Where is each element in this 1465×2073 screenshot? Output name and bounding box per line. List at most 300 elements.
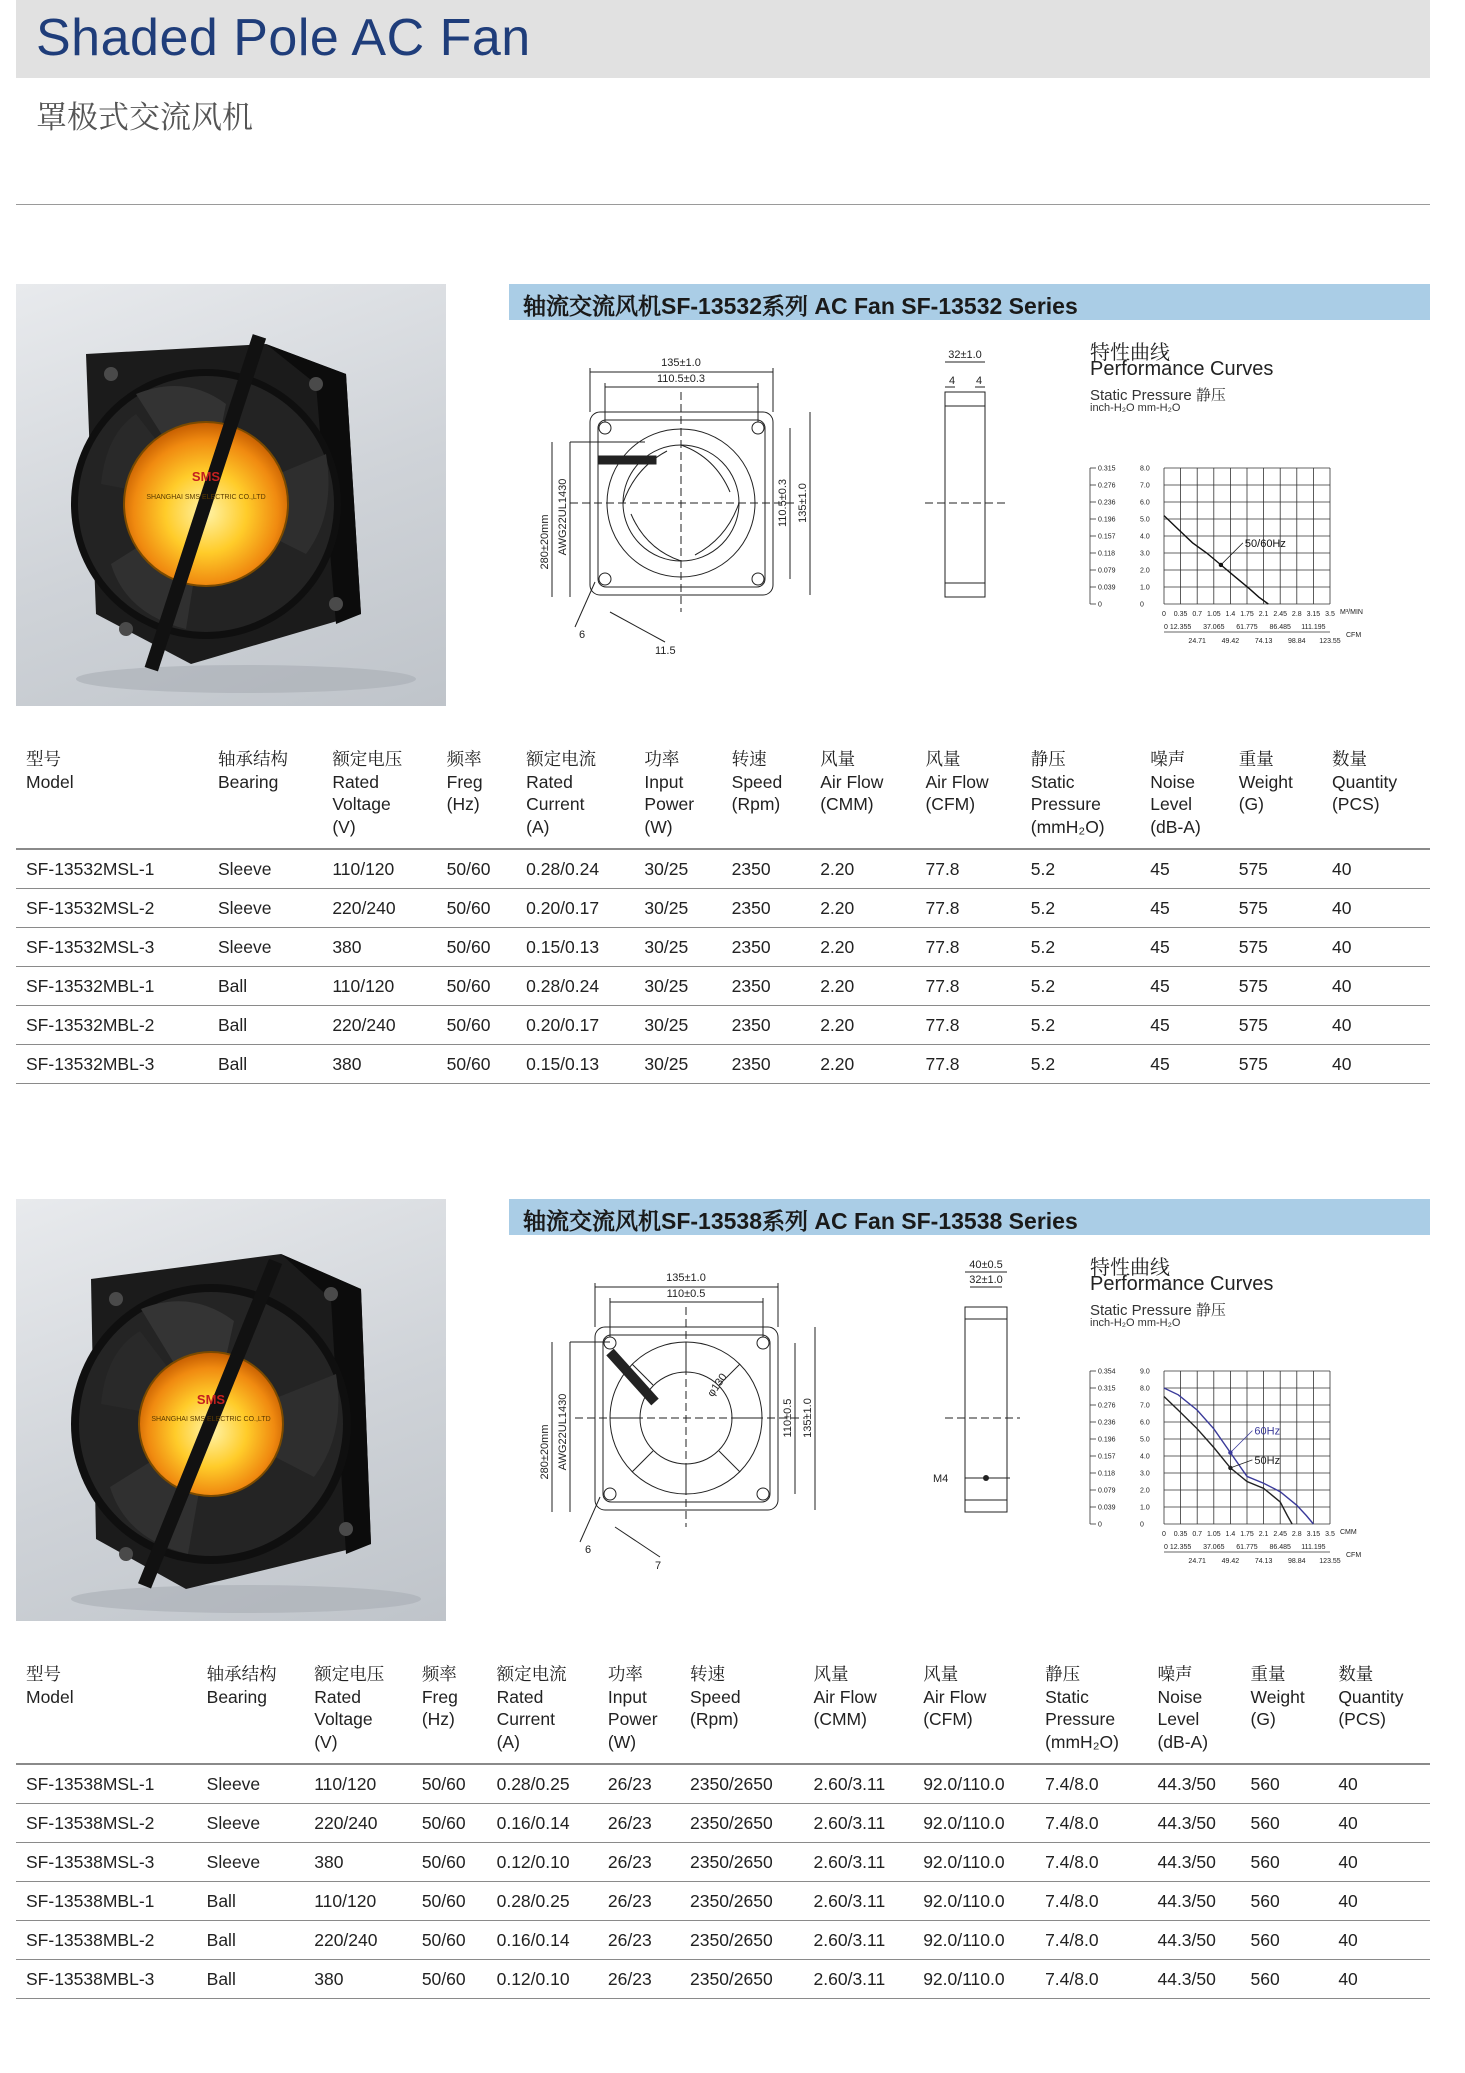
table-header-row	[16, 1651, 1430, 1764]
table-cell: 40	[1328, 1764, 1430, 1804]
column-header	[1229, 736, 1322, 849]
table-cell: SF-13532MBL-2	[16, 1006, 208, 1045]
table-cell: 2350/2650	[680, 1764, 804, 1804]
y-tick-label-mm: 5.0	[1140, 516, 1150, 524]
header-label-cn: 数量	[1338, 1664, 1374, 1684]
table-cell: 2350	[722, 928, 811, 967]
column-header	[680, 1651, 804, 1764]
header-label-en: (Rpm)	[731, 794, 781, 814]
table-cell: 0.20/0.17	[516, 889, 634, 928]
header-divider	[16, 204, 1430, 205]
table-cell: 7.4/8.0	[1035, 1921, 1147, 1960]
performance-chart	[1084, 1359, 1424, 1621]
x-unit-cfm: CFM	[1346, 632, 1362, 639]
header-label-en: Speed	[690, 1686, 741, 1707]
table-cell: 45	[1140, 889, 1228, 928]
table-cell: 575	[1229, 1045, 1322, 1084]
header-label-en: Freg	[446, 771, 483, 792]
x-unit-cfm: CFM	[1346, 1552, 1362, 1559]
table-cell: 50/60	[412, 1960, 487, 1999]
dim-hole: 6	[585, 1544, 592, 1556]
table-cell: 7.4/8.0	[1035, 1804, 1147, 1843]
table-cell: 380	[304, 1843, 412, 1882]
table-cell: 77.8	[915, 889, 1020, 928]
table-cell: 2.20	[810, 849, 915, 889]
x-tick-label-cfm: 37.065	[1203, 1544, 1225, 1551]
table-cell: SF-13538MBL-3	[16, 1960, 197, 1999]
header-label-cn: 风量	[923, 1664, 959, 1684]
header-label-en: Rated	[526, 771, 573, 792]
header-label-cn: 轴承结构	[206, 1664, 277, 1684]
table-cell: 45	[1140, 1045, 1228, 1084]
table-cell: 92.0/110.0	[913, 1960, 1035, 1999]
header-label-cn: 型号	[26, 1664, 61, 1684]
table-cell: 50/60	[437, 928, 516, 967]
header-label-en: Voltage	[314, 1709, 373, 1729]
table-row	[16, 889, 1430, 928]
table-cell: 2.60/3.11	[804, 1921, 914, 1960]
curve-title-cn: 特性曲线	[1090, 342, 1170, 364]
table-cell: 2350	[722, 1006, 811, 1045]
table-cell: 26/23	[598, 1960, 680, 1999]
dim-depth: 32±1.0	[948, 349, 982, 361]
table-cell: 30/25	[634, 1045, 721, 1084]
y-tick-label-inch: 0.079	[1098, 1487, 1116, 1495]
x-unit-cmm: CMM	[1340, 1529, 1357, 1536]
header-label-en: (CMM)	[813, 1709, 867, 1729]
series-marker	[1228, 1466, 1232, 1470]
table-cell: 44.3/50	[1147, 1960, 1240, 1999]
header-label-en: (A)	[526, 816, 550, 837]
table-cell: 220/240	[322, 1006, 436, 1045]
y-tick-label-mm: 7.0	[1140, 482, 1150, 490]
table-cell: 575	[1229, 1006, 1322, 1045]
x-tick-label-cfm: 49.42	[1221, 638, 1240, 645]
y-tick-label-mm: 3.0	[1140, 550, 1150, 558]
curve-pressure-units: inch-H₂O mm-H₂O	[1090, 1317, 1181, 1329]
y-tick-label-mm: 4.0	[1140, 1453, 1150, 1461]
table-cell: 77.8	[915, 849, 1020, 889]
table-cell: Ball	[197, 1960, 305, 1999]
y-tick-label-inch: 0.315	[1098, 1385, 1116, 1393]
table-cell: Sleeve	[208, 889, 322, 928]
table-cell: 110/120	[322, 849, 436, 889]
header-label-cn: 额定电压	[332, 749, 403, 769]
header-label-en: Pressure	[1030, 794, 1101, 814]
table-cell: 50/60	[412, 1921, 487, 1960]
curve-static-pressure: Static Pressure 静压	[1090, 387, 1226, 404]
table-cell: SF-13532MBL-3	[16, 1045, 208, 1084]
photo-brand-text: SMS	[191, 469, 221, 484]
dim-width-outer: 135±1.0	[666, 1272, 706, 1284]
table-cell: 50/60	[412, 1882, 487, 1921]
header-label-en: (Rpm)	[690, 1709, 739, 1729]
x-tick-label-cmm: 0	[1162, 611, 1166, 618]
table-cell: Sleeve	[208, 928, 322, 967]
x-tick-label-cfm: 98.84	[1288, 638, 1306, 645]
header-label-cn: 风量	[820, 749, 856, 769]
table-cell: 45	[1140, 967, 1228, 1006]
table-cell: 2.20	[810, 967, 915, 1006]
y-tick-label-mm: 6.0	[1140, 1419, 1150, 1427]
table-cell: 2350/2650	[680, 1960, 804, 1999]
dim-screw: M4	[933, 1473, 949, 1485]
header-label-en: Level	[1157, 1709, 1200, 1729]
header-label-cn: 轴承结构	[217, 749, 288, 769]
x-tick-label-cfm: 86.485	[1269, 624, 1291, 631]
x-tick-label-cmm: 3.15	[1306, 611, 1321, 618]
table-header-row	[16, 736, 1430, 849]
table-cell: 2350/2650	[680, 1921, 804, 1960]
dim-width-inner: 110±0.5	[666, 1288, 706, 1300]
table-row	[16, 1843, 1430, 1882]
table-cell: 2.60/3.11	[804, 1882, 914, 1921]
dim-depth: 32±1.0	[969, 1274, 1003, 1286]
table-cell: 77.8	[915, 928, 1020, 967]
table-row	[16, 1764, 1430, 1804]
x-tick-label-cfm: 61.775	[1236, 1544, 1258, 1551]
y-tick-label-inch: 0.039	[1098, 1504, 1116, 1512]
table-cell: 40	[1328, 1843, 1430, 1882]
table-cell: 77.8	[915, 967, 1020, 1006]
product-photo	[16, 1199, 446, 1621]
y-tick-label-inch: 0.315	[1098, 465, 1116, 473]
header-label-en: (Hz)	[421, 1709, 455, 1729]
table-cell: SF-13538MSL-3	[16, 1843, 197, 1882]
table-cell: SF-13538MSL-1	[16, 1764, 197, 1804]
table-cell: 5.2	[1021, 1045, 1140, 1084]
series-label-leader	[1230, 1431, 1252, 1453]
y-tick-label-inch: 0.039	[1098, 584, 1116, 592]
table-cell: 5.2	[1021, 889, 1140, 928]
table-cell: 40	[1322, 849, 1430, 889]
table-row	[16, 1960, 1430, 1999]
table-cell: 110/120	[304, 1882, 412, 1921]
header-label-en: Power	[644, 794, 695, 814]
header-label-en: Rated	[314, 1686, 361, 1707]
table-cell: 40	[1328, 1804, 1430, 1843]
page-subtitle: 罩极式交流风机	[36, 100, 253, 135]
column-header	[634, 736, 721, 849]
table-cell: 92.0/110.0	[913, 1804, 1035, 1843]
header-label-en: Freg	[421, 1686, 458, 1707]
x-tick-label-cmm: 1.05	[1206, 1531, 1221, 1538]
dim-height-inner: 110.5±0.3	[777, 478, 789, 528]
table-cell: 92.0/110.0	[913, 1764, 1035, 1804]
header-label-en: Air Flow	[923, 1686, 987, 1707]
table-cell: 44.3/50	[1147, 1804, 1240, 1843]
x-tick-label-cmm: 2.45	[1273, 1531, 1288, 1538]
x-tick-label-cmm: 3.5	[1325, 1531, 1335, 1538]
curve-pressure-units: inch-H₂O mm-H₂O	[1090, 402, 1181, 414]
table-cell: 0.28/0.24	[516, 849, 634, 889]
table-cell: Sleeve	[197, 1764, 305, 1804]
table-cell: 575	[1229, 967, 1322, 1006]
performance-chart	[1084, 456, 1424, 706]
table-row	[16, 1882, 1430, 1921]
table-cell: 44.3/50	[1147, 1764, 1240, 1804]
header-label-en: (G)	[1250, 1709, 1276, 1729]
y-tick-label-inch: 0.236	[1098, 1419, 1116, 1427]
header-label-en: Voltage	[332, 794, 391, 814]
column-header	[487, 1651, 598, 1764]
x-tick-label-cmm: 2.1	[1258, 1531, 1269, 1538]
table-cell: 44.3/50	[1147, 1843, 1240, 1882]
table-cell: Ball	[197, 1921, 305, 1960]
y-tick-label-mm: 6.0	[1140, 499, 1150, 507]
table-cell: 44.3/50	[1147, 1882, 1240, 1921]
header-label-en: (W)	[644, 816, 673, 837]
table-cell: 2.60/3.11	[804, 1960, 914, 1999]
table-cell: 50/60	[437, 849, 516, 889]
y-tick-label-inch: 0.118	[1098, 1470, 1115, 1478]
spec-table	[16, 736, 1430, 1084]
header-label-en: (CFM)	[925, 794, 976, 814]
header-label-cn: 功率	[607, 1664, 643, 1684]
table-cell: Ball	[208, 967, 322, 1006]
header-label-cn: 噪声	[1150, 749, 1186, 769]
y-tick-label-mm: 0	[1140, 1521, 1144, 1529]
table-cell: 0.16/0.14	[487, 1804, 598, 1843]
header-label-en: Rated	[332, 771, 380, 792]
table-cell: 0.28/0.25	[487, 1764, 598, 1804]
table-cell: 2.20	[810, 1045, 915, 1084]
table-cell: 560	[1241, 1804, 1329, 1843]
header-label-en: Input	[644, 771, 684, 792]
table-cell: SF-13532MBL-1	[16, 967, 208, 1006]
table-cell: 40	[1322, 928, 1430, 967]
header-label-cn: 额定电流	[496, 1664, 567, 1684]
table-row	[16, 1804, 1430, 1843]
series-label: 50/60Hz	[1244, 537, 1286, 550]
header-label-en: (dB-A)	[1150, 816, 1201, 837]
y-tick-label-mm: 4.0	[1140, 533, 1150, 541]
column-header	[1147, 1651, 1240, 1764]
header-label-en: Quantity	[1338, 1686, 1404, 1707]
series-label-leader	[1230, 1460, 1252, 1468]
table-cell: 7.4/8.0	[1035, 1960, 1147, 1999]
header-label-en: Rated	[496, 1686, 544, 1707]
table-cell: Sleeve	[197, 1843, 305, 1882]
series-title-band	[509, 284, 1430, 320]
y-tick-label-mm: 5.0	[1140, 1436, 1150, 1444]
table-cell: 0.28/0.25	[487, 1882, 598, 1921]
table-cell: 50/60	[437, 1045, 516, 1084]
y-tick-label-inch: 0.079	[1098, 567, 1116, 575]
header-label-en: Static	[1045, 1686, 1089, 1707]
dim-wire-spec: AWG22UL1430	[557, 478, 569, 556]
table-cell: 560	[1241, 1764, 1329, 1804]
table-cell: 575	[1229, 889, 1322, 928]
x-tick-label-cfm: 49.42	[1221, 1558, 1240, 1565]
table-cell: 220/240	[304, 1804, 412, 1843]
y-tick-label-mm: 3.0	[1140, 1470, 1150, 1478]
x-tick-label-cmm: 1.4	[1225, 611, 1236, 618]
column-header	[412, 1651, 487, 1764]
y-tick-label-inch: 0.276	[1098, 1402, 1116, 1410]
header-label-en: Pressure	[1045, 1709, 1116, 1729]
column-header	[304, 1651, 412, 1764]
header-label-en: Current	[496, 1709, 555, 1729]
product-photo	[16, 284, 446, 706]
header-label-en: Air Flow	[813, 1686, 877, 1707]
photo-maker-text: SHANGHAI SMS ELECTRIC CO.,LTD	[151, 1416, 271, 1423]
y-tick-label-inch: 0.236	[1098, 499, 1116, 507]
table-cell: 2.60/3.11	[804, 1764, 914, 1804]
dimension-drawing	[515, 1257, 1055, 1627]
y-tick-label-mm: 8.0	[1140, 465, 1150, 473]
column-header	[437, 736, 516, 849]
table-cell: 220/240	[322, 889, 436, 928]
header-label-en: (CFM)	[923, 1709, 973, 1729]
title-band	[16, 0, 1430, 78]
dim-height-outer: 135±1.0	[802, 1398, 814, 1438]
x-tick-label-cfm: 123.55	[1319, 1558, 1341, 1565]
table-cell: 5.2	[1021, 967, 1140, 1006]
table-cell: 44.3/50	[1147, 1921, 1240, 1960]
table-cell: 40	[1328, 1921, 1430, 1960]
header-label-cn: 功率	[644, 749, 680, 769]
table-cell: 40	[1322, 967, 1430, 1006]
header-label-en: Weight	[1250, 1686, 1305, 1707]
curve-title-en: Performance Curves	[1090, 358, 1274, 380]
table-cell: 2.20	[810, 1006, 915, 1045]
header-label-en: (PCS)	[1331, 794, 1380, 814]
header-label-en: Speed	[731, 771, 783, 792]
table-cell: 45	[1140, 928, 1228, 967]
table-cell: 92.0/110.0	[913, 1843, 1035, 1882]
column-header	[1035, 1651, 1147, 1764]
x-tick-label-cmm: 0.7	[1192, 611, 1203, 618]
series-title-band	[509, 1199, 1430, 1235]
table-row	[16, 1006, 1430, 1045]
table-row	[16, 967, 1430, 1006]
y-tick-label-mm: 1.0	[1140, 1504, 1150, 1512]
dim-width-outer: 135±1.0	[661, 357, 701, 369]
column-header	[722, 736, 811, 849]
table-cell: 30/25	[634, 889, 721, 928]
column-header	[516, 736, 634, 849]
curve-static-pressure: Static Pressure 静压	[1090, 1302, 1226, 1319]
table-cell: 0.20/0.17	[516, 1006, 634, 1045]
column-header	[197, 1651, 305, 1764]
fan-photo-illustration	[16, 1199, 446, 1621]
dim-edge-a: 4	[949, 375, 956, 387]
x-unit-cmm: M³/MIN	[1340, 609, 1363, 616]
y-tick-label-mm: 2.0	[1140, 567, 1150, 575]
table-cell: Ball	[197, 1882, 305, 1921]
y-tick-label-inch: 0.354	[1098, 1368, 1116, 1376]
table-cell: 26/23	[598, 1804, 680, 1843]
header-label-cn: 噪声	[1157, 1664, 1193, 1684]
table-cell: 575	[1229, 849, 1322, 889]
table-cell: Ball	[208, 1006, 322, 1045]
table-cell: 26/23	[598, 1882, 680, 1921]
x-tick-label-cmm: 2.8	[1291, 611, 1302, 618]
table-cell: 5.2	[1021, 928, 1140, 967]
table-cell: 30/25	[634, 1006, 721, 1045]
header-label-en: Current	[526, 794, 585, 814]
header-label-en: (Hz)	[446, 794, 480, 814]
dim-depth-outer: 40±0.5	[969, 1259, 1003, 1271]
table-cell: SF-13538MBL-2	[16, 1921, 197, 1960]
y-tick-label-mm: 8.0	[1140, 1385, 1150, 1393]
column-header	[322, 736, 436, 849]
table-cell: 40	[1322, 1006, 1430, 1045]
x-tick-label-cfm: 37.065	[1203, 624, 1225, 631]
table-cell: SF-13538MBL-1	[16, 1882, 197, 1921]
header-label-en: (V)	[314, 1731, 338, 1752]
header-label-cn: 数量	[1331, 749, 1367, 769]
header-label-en: (V)	[332, 816, 356, 837]
header-label-en: Static	[1030, 771, 1075, 792]
fan-photo-illustration	[16, 284, 446, 706]
table-cell: 50/60	[437, 889, 516, 928]
header-label-cn: 风量	[925, 749, 961, 769]
table-cell: 575	[1229, 928, 1322, 967]
column-header	[1140, 736, 1228, 849]
series-title: 轴流交流风机SF-13538系列 AC Fan SF-13538 Series	[523, 1208, 1078, 1234]
table-cell: 77.8	[915, 1045, 1020, 1084]
x-tick-label-cfm: 0	[1164, 624, 1168, 631]
table-cell: SF-13532MSL-2	[16, 889, 208, 928]
header-label-cn: 重量	[1250, 1664, 1286, 1684]
x-tick-label-cfm: 111.195	[1301, 1544, 1326, 1551]
y-tick-label-mm: 1.0	[1140, 584, 1150, 592]
header-label-cn: 额定电流	[526, 749, 597, 769]
table-cell: 30/25	[634, 967, 721, 1006]
y-tick-label-inch: 0	[1098, 1521, 1102, 1529]
table-cell: 77.8	[915, 1006, 1020, 1045]
table-cell: 26/23	[598, 1921, 680, 1960]
table-cell: SF-13538MSL-2	[16, 1804, 197, 1843]
header-label-en: (W)	[607, 1731, 637, 1752]
table-cell: 2350	[722, 849, 811, 889]
table-cell: 380	[322, 928, 436, 967]
header-label-en: Air Flow	[925, 771, 989, 792]
y-tick-label-inch: 0.118	[1098, 550, 1115, 558]
dim-height-inner: 110±0.5	[782, 1398, 794, 1438]
table-cell: 2350/2650	[680, 1882, 804, 1921]
curve-title-en: Performance Curves	[1090, 1273, 1274, 1295]
x-tick-label-cfm: 74.13	[1254, 638, 1273, 645]
column-header	[913, 1651, 1035, 1764]
table-cell: SF-13532MSL-1	[16, 849, 208, 889]
column-header	[810, 736, 915, 849]
x-tick-label-cfm: 98.84	[1288, 1558, 1306, 1565]
table-cell: 560	[1241, 1960, 1329, 1999]
y-tick-label-mm: 0	[1140, 601, 1144, 609]
photo-maker-text: SHANGHAI SMS ELECTRIC CO.,LTD	[146, 494, 266, 501]
header-label-en: (G)	[1238, 794, 1264, 814]
header-label-en: Level	[1150, 794, 1193, 814]
table-cell: 5.2	[1021, 1006, 1140, 1045]
table-cell: 40	[1322, 1045, 1430, 1084]
table-row	[16, 928, 1430, 967]
series-label: 50Hz	[1254, 1454, 1281, 1467]
y-tick-label-inch: 0.196	[1098, 1436, 1116, 1444]
header-label-cn: 频率	[421, 1664, 457, 1684]
x-tick-label-cmm: 2.8	[1291, 1531, 1302, 1538]
header-label-en: Input	[607, 1686, 647, 1707]
header-label-cn: 风量	[813, 1664, 849, 1684]
table-cell: 0.16/0.14	[487, 1921, 598, 1960]
series-title: 轴流交流风机SF-13532系列 AC Fan SF-13532 Series	[523, 293, 1078, 319]
x-tick-label-cfm: 0	[1164, 1544, 1168, 1551]
column-header	[1241, 1651, 1329, 1764]
table-cell: SF-13532MSL-3	[16, 928, 208, 967]
header-label-en: Bearing	[217, 771, 279, 792]
